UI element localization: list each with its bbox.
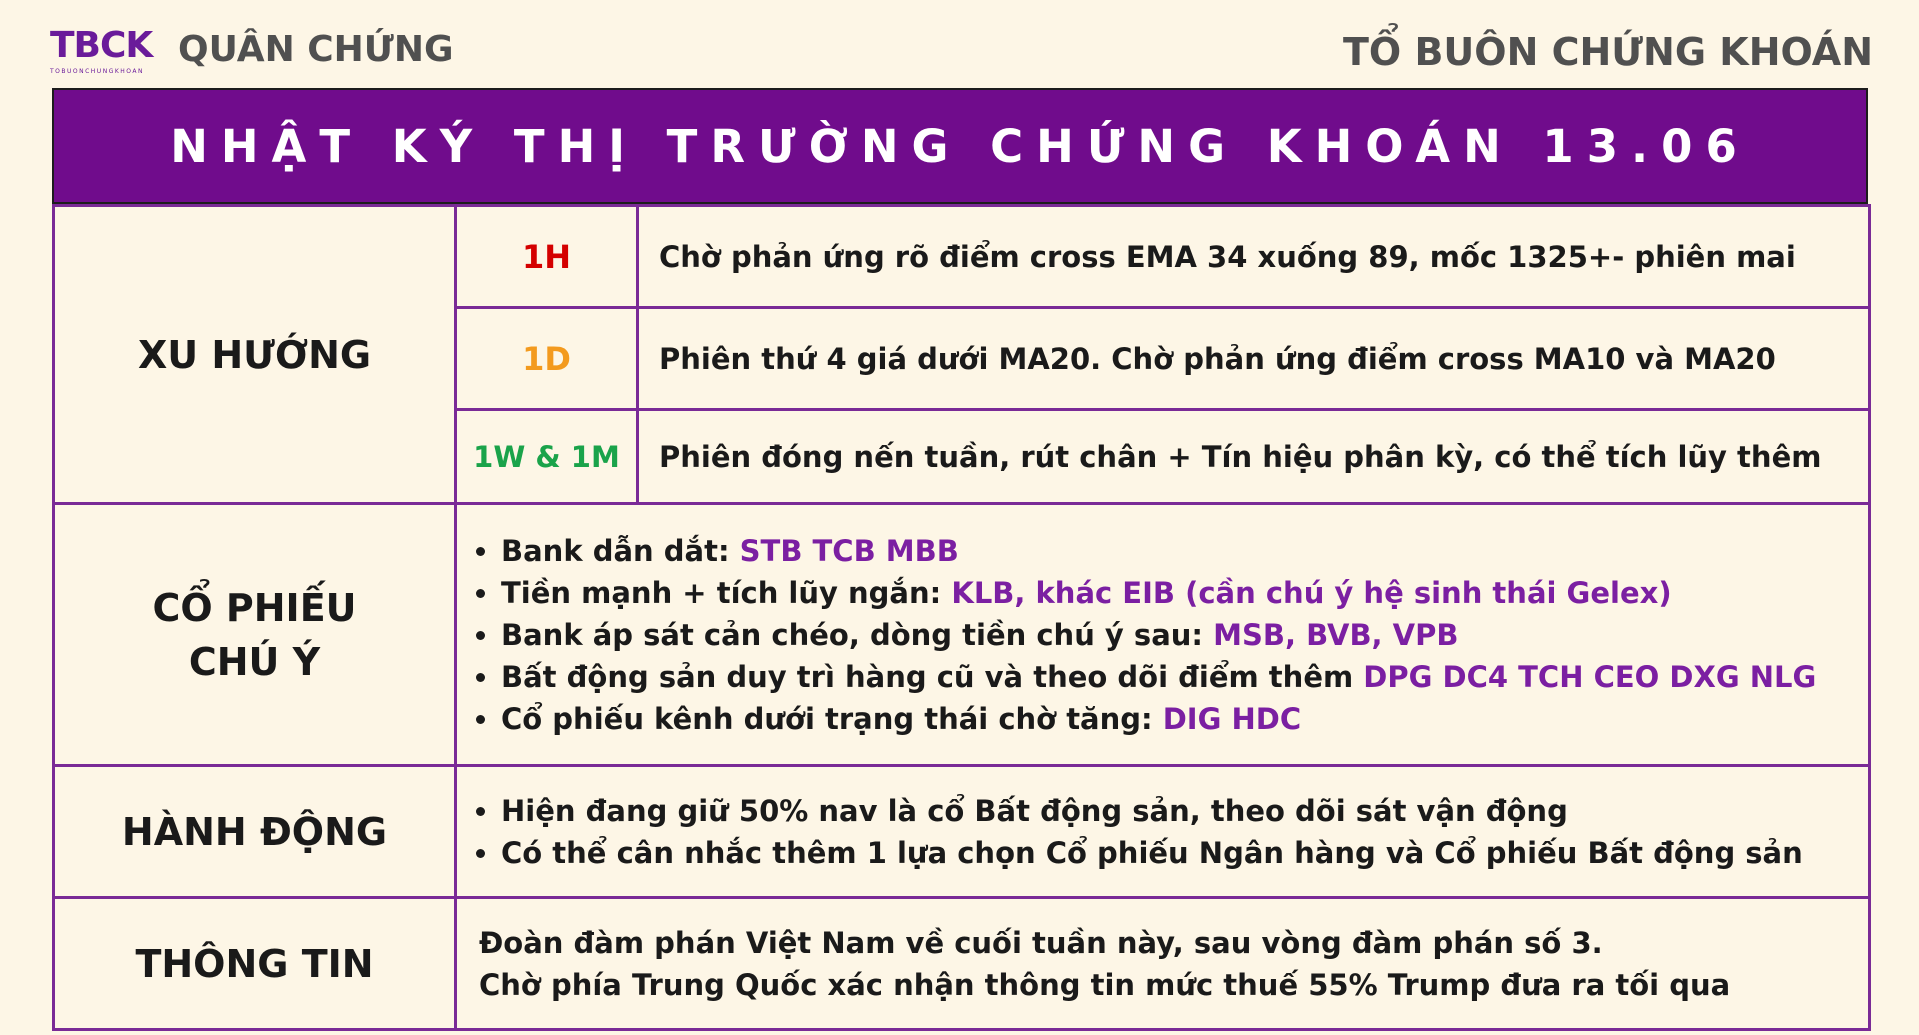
list-item: • Có thể cân nhắc thêm 1 lựa chọn Cổ phiếu Ngân hàng và Cổ phiếu Bất động sản — [501, 832, 1868, 874]
stocks-list — [457, 530, 1868, 740]
stocks-label — [54, 504, 456, 766]
info-text-cell — [456, 898, 1870, 1030]
stocks-row — [54, 504, 1870, 766]
ticker-highlight: KLB, khác EIB (cần chú ý hệ sinh thái Gelex) — [951, 575, 1672, 610]
timeframe-1d: 1D — [456, 308, 638, 410]
trend-row-1h — [54, 206, 1870, 308]
tbck-logo — [50, 24, 152, 78]
timeframe-1h: 1H — [456, 206, 638, 308]
action-label: HÀNH ĐỘNG — [54, 766, 456, 898]
trend-label: XU HƯỚNG — [54, 206, 456, 504]
info-label: THÔNG TIN — [54, 898, 456, 1030]
trend-note-1d: Phiên thứ 4 giá dưới MA20. Chờ phản ứng điểm cross MA10 và MA20 — [638, 308, 1870, 410]
ticker-highlight: STB TCB MBB — [739, 533, 959, 568]
trend-note-1w-1m: Phiên đóng nến tuần, rút chân + Tín hiệu phân kỳ, có thể tích lũy thêm — [638, 410, 1870, 504]
top-bar — [0, 0, 1919, 88]
list-item: • Cổ phiếu kênh dưới trạng thái chờ tăng: DIG HDC — [501, 698, 1868, 740]
stocks-label-line2: CHÚ Ý — [188, 639, 321, 684]
list-item: • Bank dẫn dắt: STB TCB MBB — [501, 530, 1868, 572]
info-row — [54, 898, 1870, 1030]
trend-note-1h: Chờ phản ứng rõ điểm cross EMA 34 xuống 89, mốc 1325+- phiên mai — [638, 206, 1870, 308]
market-diary-board — [52, 88, 1868, 1028]
info-line-2: Chờ phía Trung Quốc xác nhận thông tin mức thuế 55% Trump đưa ra tối qua — [479, 967, 1731, 1002]
action-row — [54, 766, 1870, 898]
list-item: • Bank áp sát cản chéo, dòng tiền chú ý sau: MSB, BVB, VPB — [501, 614, 1868, 656]
list-item: • Hiện đang giữ 50% nav là cổ Bất động sản, theo dõi sát vận động — [501, 790, 1868, 832]
logo-tagline: TOBUONCHUNGKHOAN — [50, 68, 144, 75]
list-item: • Tiền mạnh + tích lũy ngắn: KLB, khác EIB (cần chú ý hệ sinh thái Gelex) — [501, 572, 1868, 614]
timeframe-1w-1m: 1W & 1M — [456, 410, 638, 504]
stocks-list-cell — [456, 504, 1870, 766]
ticker-highlight: DIG HDC — [1162, 701, 1302, 736]
channel-title: TỔ BUÔN CHỨNG KHOÁN — [1342, 30, 1873, 74]
diary-table — [52, 204, 1871, 1031]
list-item: • Bất động sản duy trì hàng cũ và theo dõi điểm thêm DPG DC4 TCH CEO DXG NLG — [501, 656, 1868, 698]
action-list-cell — [456, 766, 1870, 898]
ticker-highlight: MSB, BVB, VPB — [1213, 617, 1459, 652]
page-title: NHẬT KÝ THỊ TRƯỜNG CHỨNG KHOÁN 13.06 — [52, 88, 1868, 204]
logo-brand: TBCK — [50, 25, 153, 66]
logo-subtitle: QUÂN CHỨNG — [178, 29, 454, 70]
ticker-highlight: DPG DC4 TCH CEO DXG NLG — [1363, 659, 1817, 694]
stocks-label-line1: CỔ PHIẾU — [152, 585, 357, 630]
action-list — [457, 790, 1868, 874]
info-line-1: Đoàn đàm phán Việt Nam về cuối tuần này, sau vòng đàm phán số 3. — [479, 925, 1603, 960]
